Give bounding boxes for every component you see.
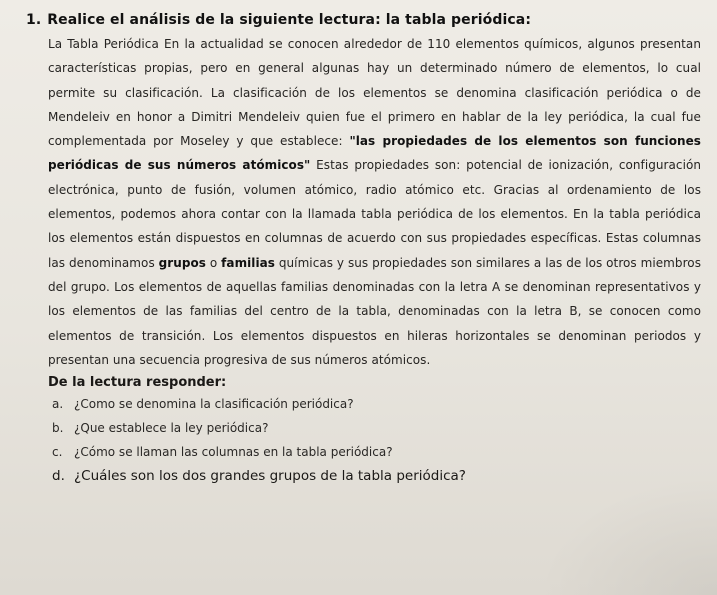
periodic-law-statement: "las propiedades de los elementos son funciones periódicas de sus números atómicos" xyxy=(48,134,701,173)
question-item-c xyxy=(48,440,701,464)
question-item-d xyxy=(48,464,701,488)
reading-text-part-2: Estas propiedades son: potencial de ionización, configuración electrónica, punto de fusión, volumen atómico, radio atómico etc. Gracias al ordenamiento de los elementos, podemos ahora contar con la llamada tabla periódica de los elementos. En la tabla periódica los elementos están dispuestos en columnas de acuerdo con sus propiedades específicas. Estas columnas las denominamos xyxy=(48,158,701,270)
reading-text-part-3: o xyxy=(205,255,222,270)
question-item-a xyxy=(48,392,701,416)
question-item-b xyxy=(48,416,701,440)
reading-text-part-1: La Tabla Periódica En la actualidad se conocen alrededor de 110 elementos químicos, algunos presentan características propias, pero en general algunas hay un determinado número de elementos, lo cual permite su clasificación. La clasificación de los elementos se denomina clasificación periódica o de Mendeleiv en honor a Dimitri Mendeleiv quien fue el primero en hablar de la ley periódica, la cual fue complementada por Moseley y que establece: xyxy=(48,37,701,149)
question-text: ¿Cuáles son los dos grandes grupos de la tabla periódica? xyxy=(74,468,466,485)
reading-text-part-4: químicas y sus propiedades son similares a las de los otros miembros del grupo. Los elementos de aquellas familias denominadas con la letra A se denominan representativos y los elementos de las familias del centro de la tabla, denominadas con la letra B, se conocen como elementos de transición. Los elementos dispuestos en hileras horizontales se denominan periodos y presentan una secuencia progresiva de sus números atómicos. xyxy=(48,255,701,367)
question-letter: a. xyxy=(52,397,64,412)
question-letter: c. xyxy=(52,445,63,460)
exercise-title: Realice el análisis de la siguiente lectura: la tabla periódica: xyxy=(47,12,532,28)
questions-list xyxy=(48,392,701,488)
exercise-number: 1. xyxy=(26,12,42,28)
reading-paragraph xyxy=(48,32,701,372)
question-text: ¿Como se denomina la clasificación periódica? xyxy=(74,397,354,412)
term-familias: familias xyxy=(221,255,275,270)
question-letter: b. xyxy=(52,421,64,436)
question-text: ¿Cómo se llaman las columnas en la tabla periódica? xyxy=(74,445,393,460)
questions-heading: De la lectura responder: xyxy=(48,375,227,391)
exercise-heading xyxy=(26,12,701,28)
term-grupos: grupos xyxy=(158,255,206,270)
question-letter: d. xyxy=(52,468,65,485)
question-text: ¿Que establece la ley periódica? xyxy=(74,421,269,436)
photo-shadow xyxy=(537,475,717,595)
